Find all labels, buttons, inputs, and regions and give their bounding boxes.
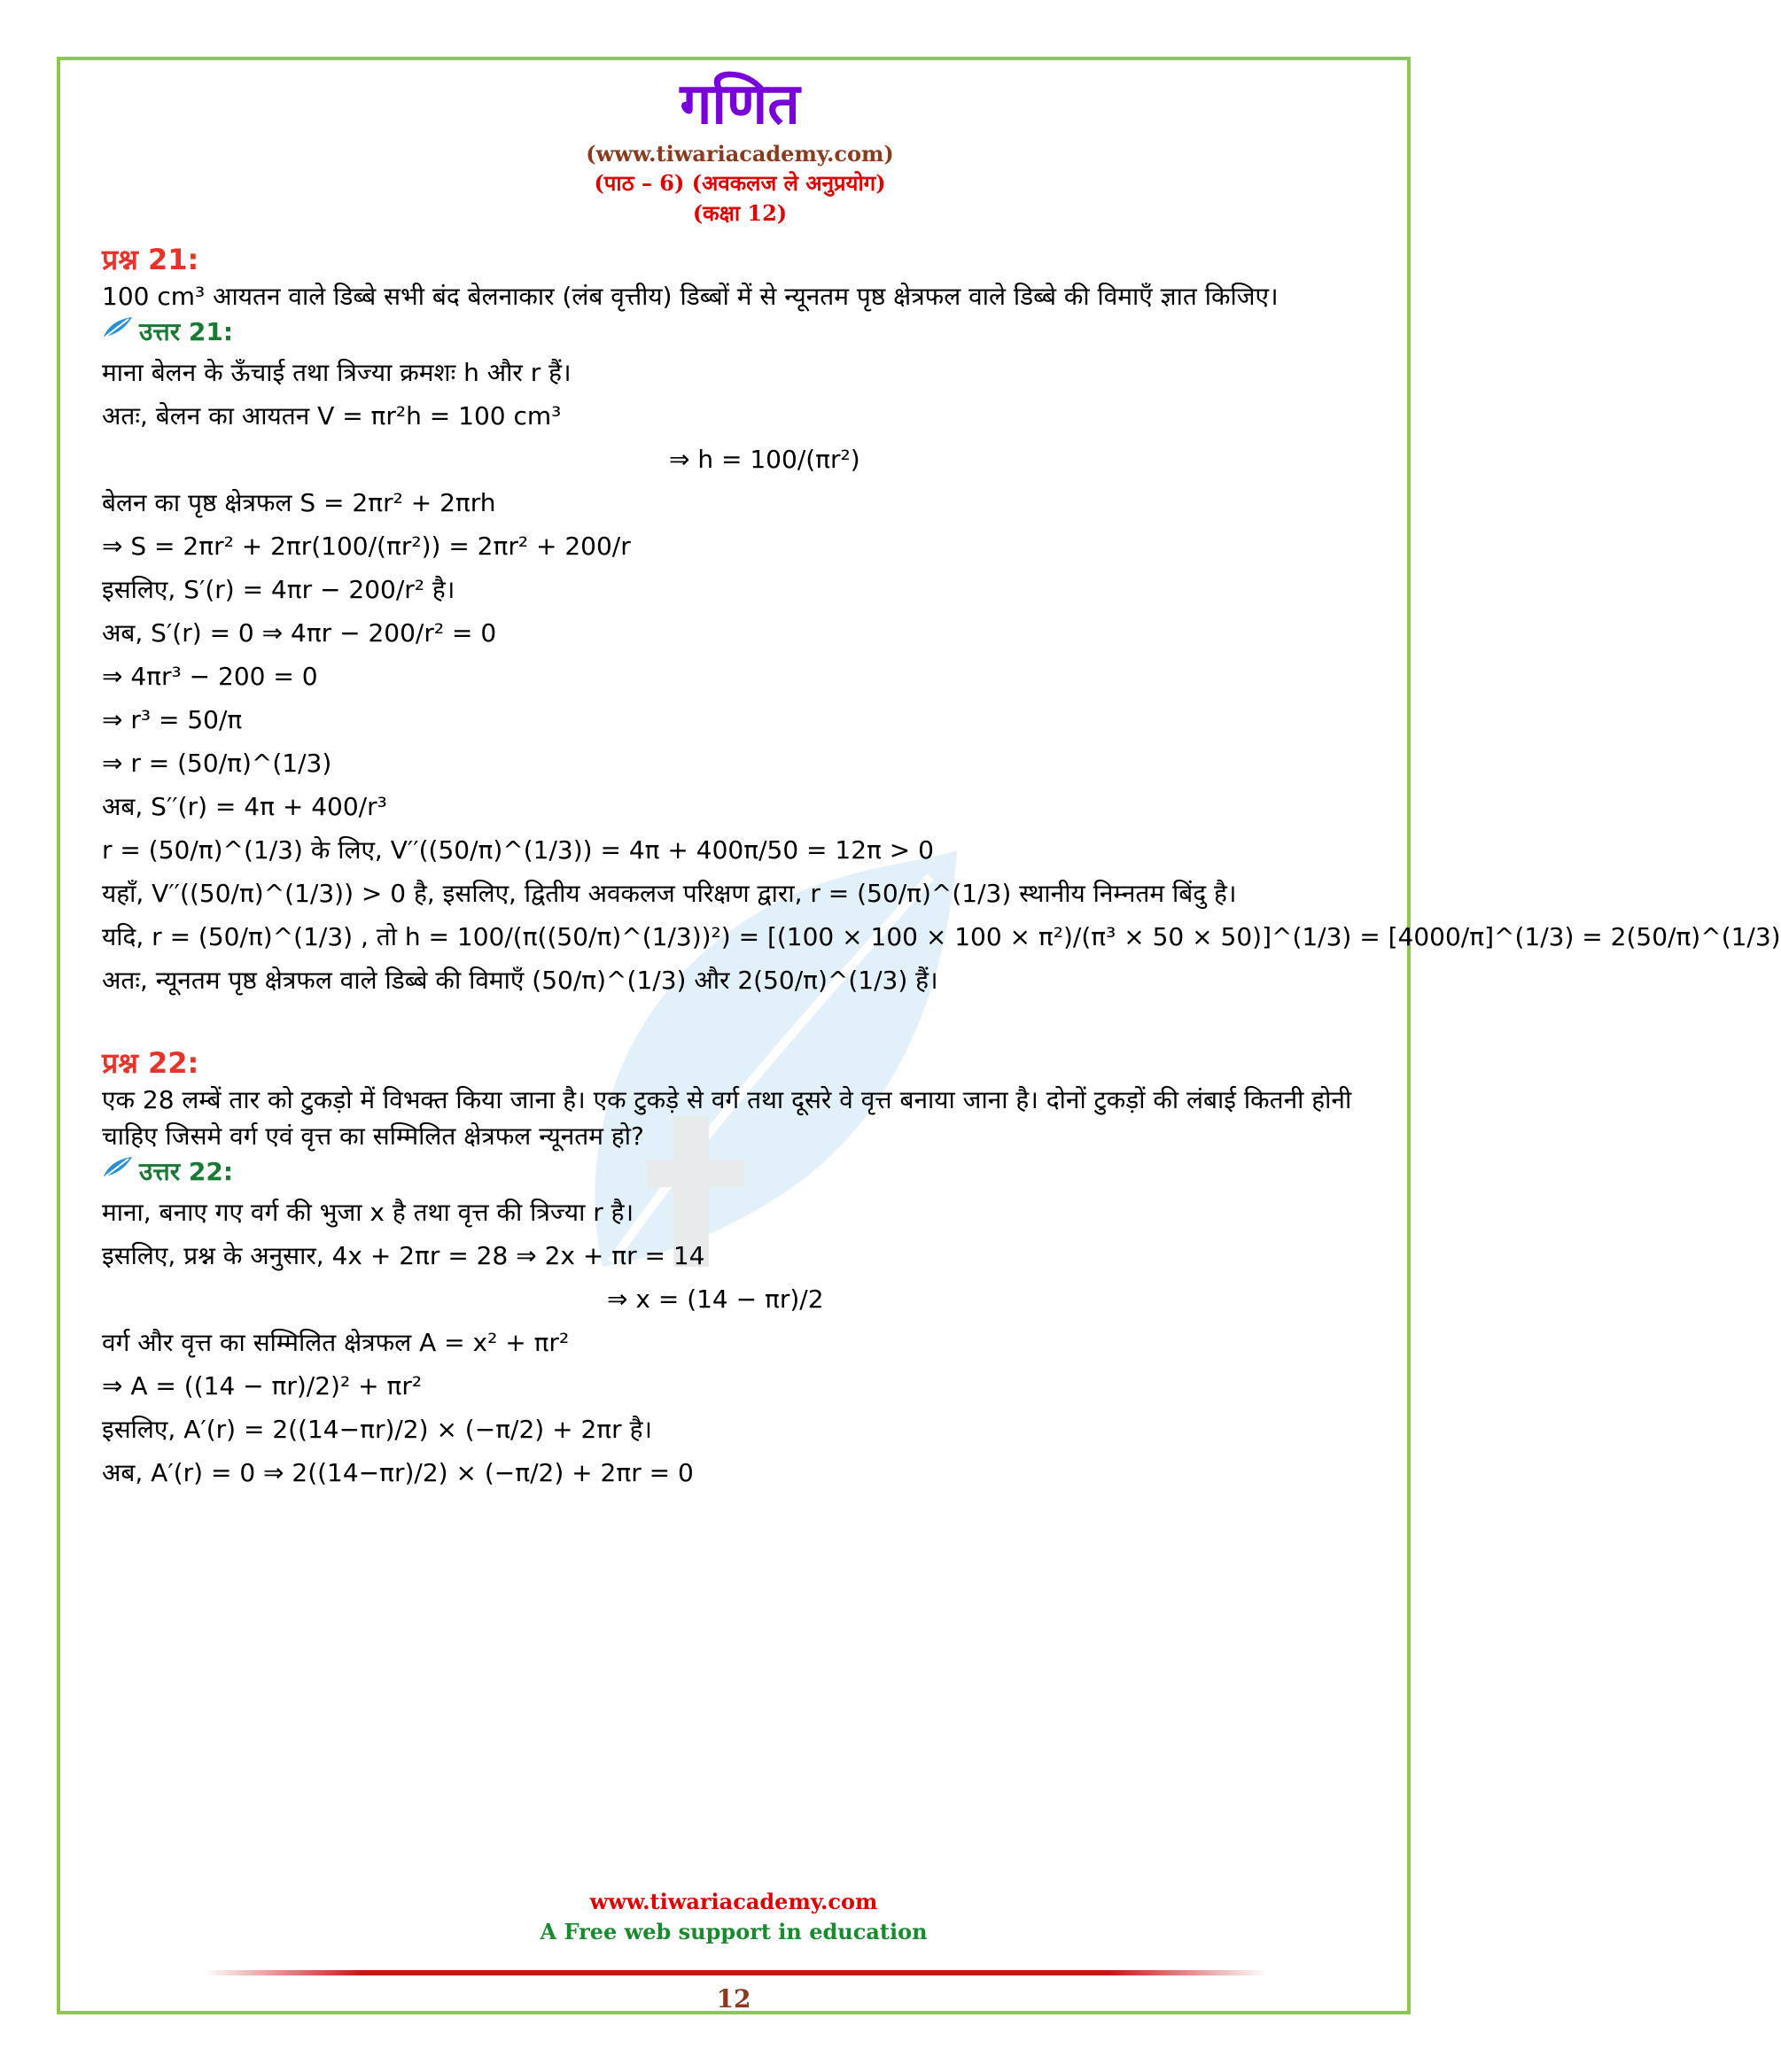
question-21-label: प्रश्न 21:	[102, 242, 199, 276]
solution-line: r = (50/π)^(1/3) के लिए, V′′((50/π)^(1/3)) = 4π + 400π/50 = 12π > 0	[102, 834, 934, 865]
solution-line: ⇒ S = 2πr² + 2πr(100/(πr²)) = 2πr² + 200/r	[102, 531, 631, 561]
pen-logo-icon	[102, 314, 134, 351]
answer-21-header	[102, 314, 1378, 351]
footer-divider	[204, 1970, 1267, 1975]
solution-line: ⇒ r³ = 50/π	[102, 704, 243, 734]
solution-line: अब, S′(r) = 0 ⇒ 4πr − 200/r² = 0	[102, 617, 497, 648]
solution-line: वर्ग और वृत्त का सम्मिलित क्षेत्रफल A = x² + πr²	[102, 1327, 570, 1357]
solution-line: ⇒ h = 100/(πr²)	[669, 444, 860, 474]
solution-line: इसलिए, प्रश्न के अनुसार, 4x + 2πr = 28 ⇒ 2x + πr = 14	[102, 1240, 705, 1270]
pen-logo-icon	[102, 1154, 134, 1191]
solution-line: इसलिए, S′(r) = 4πr − 200/r² है।	[102, 574, 455, 604]
answer-21-label: उत्तर 21:	[139, 317, 234, 347]
footer-tagline: A Free web support in education	[540, 1918, 928, 1944]
solution-line: ⇒ r = (50/π)^(1/3)	[102, 748, 332, 778]
header-chapter: (पाठ – 6) (अवकलज ले अनुप्रयोग)	[594, 170, 886, 197]
solution-line: ⇒ A = ((14 − πr)/2)² + πr²	[102, 1370, 423, 1401]
answer-22-label: उत्तर 22:	[139, 1157, 234, 1187]
page-number: 12	[716, 1984, 751, 2014]
solution-line: यदि, r = (50/π)^(1/3) , तो h = 100/(π((50/π)^(1/3))²) = [(100 × 100 × 100 × π²)/(π³ × 50 × 50)]^(1/3) = [4000/π]^(1/3) = 2(50/π)^(1/3)	[102, 921, 1781, 951]
solution-line: इसलिए, A′(r) = 2((14−πr)/2) × (−π/2) + 2πr है।	[102, 1414, 653, 1444]
page-title: गणित	[680, 72, 800, 137]
header-class: (कक्षा 12)	[692, 199, 788, 226]
question-22-text: एक 28 लम्बें तार को टुकड़ो में विभक्त किया जाना है। एक टुकड़े से वर्ग तथा दूसरे वे वृत्त बनाया जाना है। दोनों टुकड़ों की लंबाई कितनी होनी चाहिए जिसमे वर्ग एवं वृत्त का सम्मिलित क्षेत्रफल न्यूनतम हो?	[102, 1085, 1352, 1151]
solution-line: अब, S′′(r) = 4π + 400/r³	[102, 791, 387, 821]
footer-website-link[interactable]: www.tiwariacademy.com	[589, 1889, 878, 1914]
solution-line: यहाँ, V′′((50/π)^(1/3)) > 0 है, इसलिए, द्वितीय अवकलज परिक्षण द्वारा, r = (50/π)^(1/3) स्थानीय निम्नतम बिंदु है।	[102, 878, 1237, 908]
solution-line: बेलन का पृष्ठ क्षेत्रफल S = 2πr² + 2πrh	[102, 487, 496, 517]
solution-line: अतः, बेलन का आयतन V = πr²h = 100 cm³	[102, 400, 562, 431]
question-22-label: प्रश्न 22:	[102, 1045, 199, 1080]
solution-line: माना बेलन के ऊँचाई तथा त्रिज्या क्रमशः h और r हैं।	[102, 357, 572, 387]
page-content	[102, 71, 1781, 1494]
solution-line: ⇒ x = (14 − πr)/2	[607, 1284, 824, 1314]
header-website: (www.tiwariacademy.com)	[586, 140, 894, 167]
solution-line: अतः, न्यूनतम पृष्ठ क्षेत्रफल वाले डिब्बे की विमाएँ (50/π)^(1/3) और 2(50/π)^(1/3) हैं।	[102, 965, 938, 995]
solution-line: ⇒ 4πr³ − 200 = 0	[102, 661, 318, 691]
solution-line: अब, A′(r) = 0 ⇒ 2((14−πr)/2) × (−π/2) + 2πr = 0	[102, 1457, 694, 1487]
solution-line: माना, बनाए गए वर्ग की भुजा x है तथा वृत्त की त्रिज्या r है।	[102, 1197, 634, 1227]
page-footer	[57, 1887, 1411, 1946]
question-21-text: 100 cm³ आयतन वाले डिब्बे सभी बंद बेलनाकार (लंब वृत्तीय) डिब्बों में से न्यूनतम पृष्ठ क्षेत्रफल वाले डिब्बे की विमाएँ ज्ञात किजिए।	[102, 281, 1279, 311]
answer-22-header	[102, 1154, 1378, 1191]
